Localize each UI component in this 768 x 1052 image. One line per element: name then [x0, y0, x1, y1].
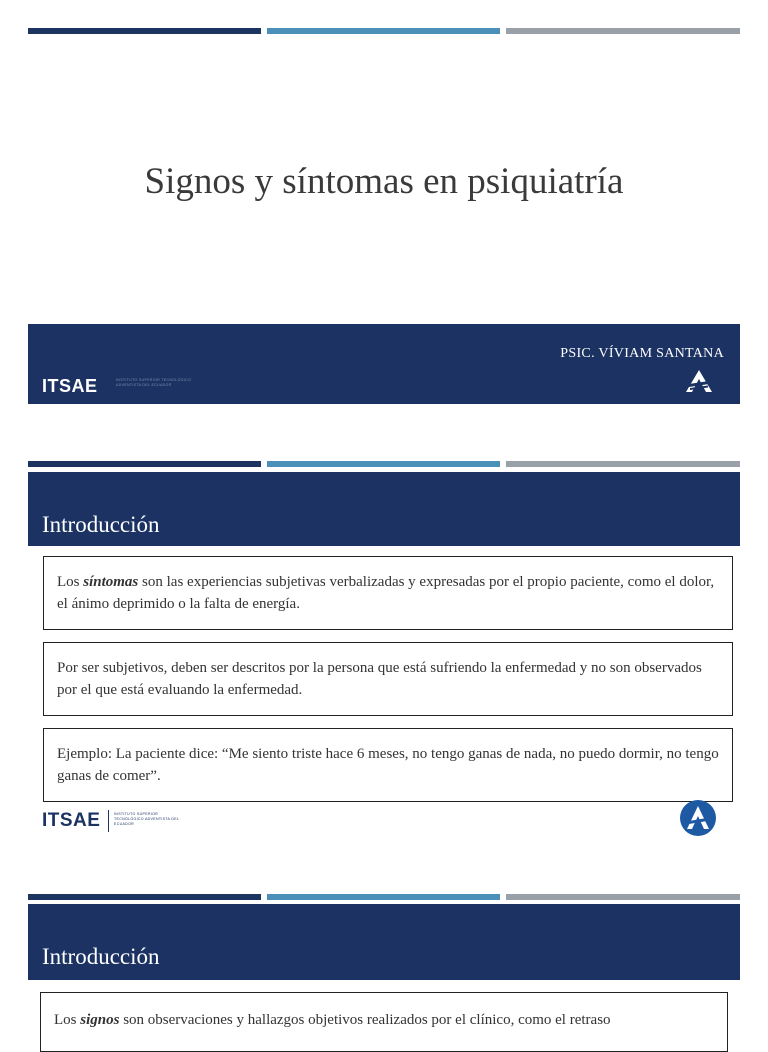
text-fragment: son observaciones y hallazgos objetivos realizados por el clínico, como el retraso [119, 1012, 611, 1028]
adventist-logo-icon [685, 369, 713, 393]
paragraph: Ejemplo: La paciente dice: “Me siento triste hace 6 meses, no tengo ganas de nada, no puedo dormir, no tengo ganas de comer”. [57, 746, 719, 784]
author-name: PSIC. VÍVIAM SANTANA [560, 346, 724, 361]
header-stripes [28, 894, 740, 900]
itsae-logo-text: ITSAE [42, 376, 98, 396]
text-fragment: son las experiencias subjetivas verbalizadas y expresadas por el propio paciente, como el dolor, el ánimo deprimido o la falta de energía. [57, 574, 715, 612]
text-box-signs [40, 992, 728, 1052]
text-fragment: Los [57, 574, 84, 590]
text-fragment: Los [54, 1012, 81, 1028]
itsae-logo-subtitle: INSTITUTO SUPERIOR TECNOLÓGICO ADVENTISTA DEL ECUADOR [116, 378, 192, 387]
itsae-logo-subtitle: INSTITUTO SUPERIOR TECNOLÓGICO ADVENTISTA DEL ECUADOR [114, 812, 180, 826]
itsae-logo-text: ITSAE [42, 810, 101, 831]
emphasis-term: signos [80, 1012, 120, 1028]
header-stripes [28, 28, 740, 34]
section-header [28, 472, 740, 546]
section-title: Introducción [42, 944, 160, 969]
header-stripes [28, 461, 740, 467]
presentation-title: Signos y síntomas en psiquiatría [144, 161, 624, 202]
logo-divider [108, 810, 109, 832]
section-title: Introducción [42, 512, 160, 537]
text-box-subjective [43, 642, 733, 716]
author-banner [28, 324, 740, 404]
text-box-example [43, 728, 733, 802]
emphasis-term: síntomas [83, 574, 139, 590]
adventist-logo-icon [680, 800, 716, 836]
paragraph: Por ser subjetivos, deben ser descritos por la persona que está sufriendo la enfermedad y no son observados por el que está evaluando la enfermedad. [57, 660, 702, 698]
text-box-symptoms [43, 556, 733, 630]
section-header [28, 904, 740, 980]
